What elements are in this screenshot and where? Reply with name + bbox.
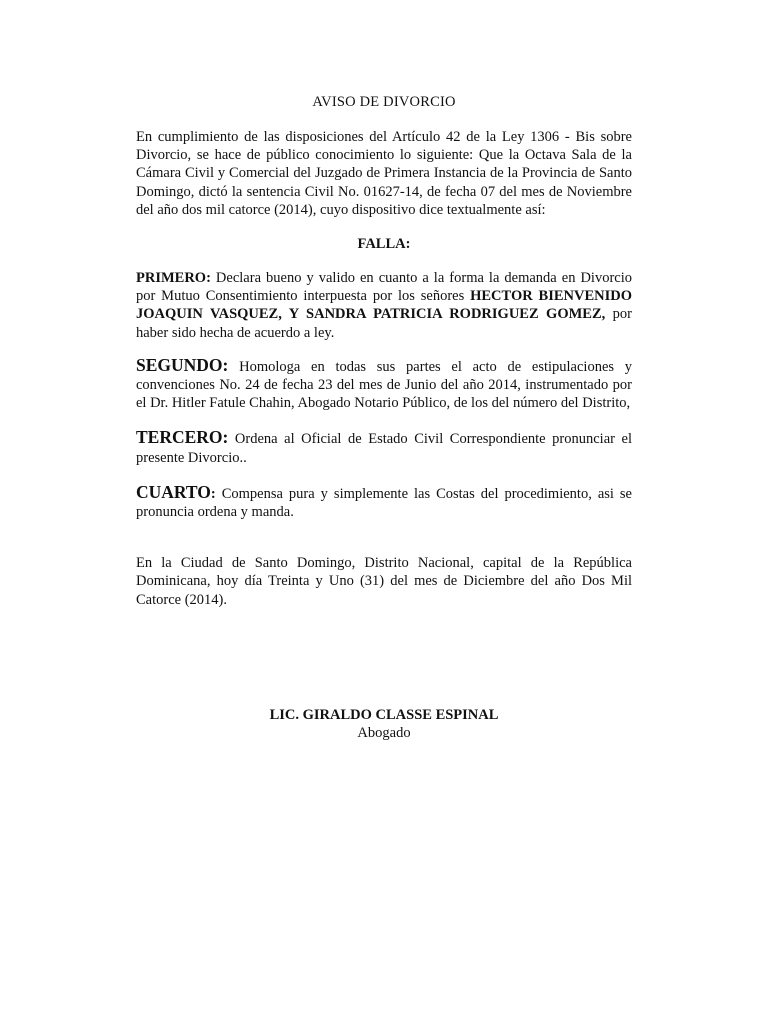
cuarto-text: Compensa pura y simplemente las Costas del procedimiento, asi se pronuncia ordena y manda. bbox=[136, 485, 632, 521]
tercero-section bbox=[136, 428, 632, 466]
signature-name: LIC. GIRALDO CLASSE ESPINAL bbox=[269, 707, 499, 723]
tercero-text: Ordena al Oficial de Estado Civil Correspondiente pronunciar el presente Divorcio.. bbox=[136, 431, 632, 466]
primero-text-b: por haber sido hecha de acuerdo a ley. bbox=[136, 306, 632, 341]
cuarto-section bbox=[136, 483, 632, 521]
primero-names: HECTOR BIENVENIDO JOAQUIN VASQUEZ, Y SANDRA PATRICIA RODRIGUEZ GOMEZ, bbox=[136, 288, 632, 323]
intro-paragraph: En cumplimiento de las disposiciones del Artículo 42 de la Ley 1306 - Bis sobre Divorcio, se hace de público conocimiento lo siguiente: Que la Octava Sala de la Cámara Civil y Comercial del Juzgado de Primera Instancia de la Provincia de Santo Domingo, dictó la sentencia Civil No. 01627-14, de fecha 07 del mes de Noviembre del año dos mil catorce (2014), cuyo dispositivo dice textualmente así: bbox=[136, 129, 632, 218]
primero-heading: PRIMERO: bbox=[136, 270, 211, 287]
tercero-heading: TERCERO: bbox=[136, 427, 229, 448]
segundo-heading: SEGUNDO: bbox=[136, 354, 229, 375]
falla-heading: FALLA: bbox=[357, 236, 411, 253]
segundo-text: Homologa en todas sus partes el acto de estipulaciones y convenciones No. 24 de fecha 23 del mes de Junio del año 2014, instrumentado por el Dr. Hitler Fatule Chahin, Abogado Notario Público, de los del número del Distrito, bbox=[136, 358, 632, 412]
signature-role: Abogado bbox=[357, 725, 411, 741]
closing-paragraph: En la Ciudad de Santo Domingo, Distrito Nacional, capital de la República Dominicana, hoy día Treinta y Uno (31) del mes de Diciembre del año Dos Mil Catorce (2014). bbox=[136, 555, 632, 608]
signature-block bbox=[0, 706, 768, 742]
cuarto-colon: : bbox=[210, 485, 216, 502]
primero-text-a: Declara bueno y valido en cuanto a la forma la demanda en Divorcio por Mutuo Consentimiento interpuesta por los señores bbox=[136, 270, 632, 305]
segundo-section bbox=[136, 356, 632, 413]
cuarto-heading: CUARTO bbox=[136, 481, 211, 502]
document-title: AVISO DE DIVORCIO bbox=[312, 94, 456, 110]
primero-section bbox=[136, 269, 632, 342]
